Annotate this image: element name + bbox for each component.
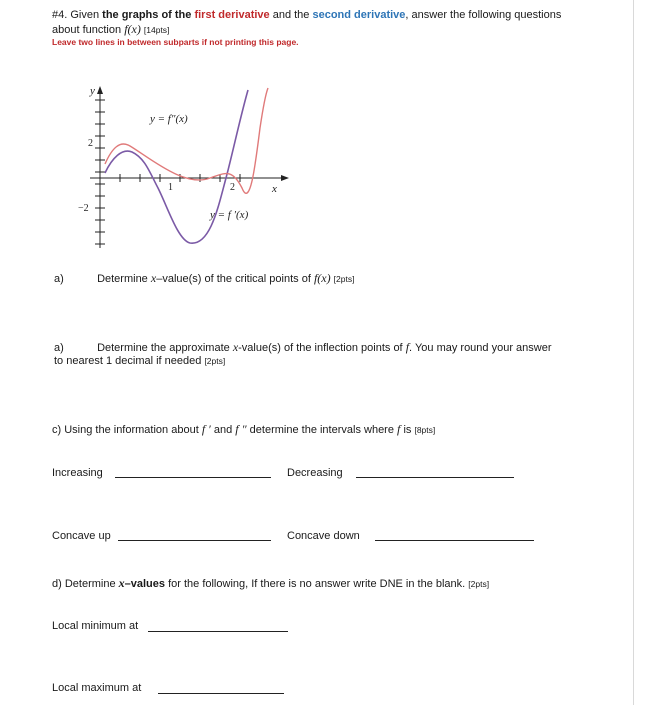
x-tick-1: 1: [168, 182, 173, 193]
decreasing-blank[interactable]: [356, 477, 514, 478]
question-a2-math: x: [232, 340, 239, 354]
concave-up-label: Concave up: [52, 530, 111, 542]
question-a2-rest: -value(s) of the inflection points of: [238, 342, 403, 354]
question-a2-rest2: . You may round your answer: [409, 342, 552, 354]
second-derivative-label-graph: y = f″(x): [150, 113, 188, 125]
question-a2-func: f: [405, 340, 410, 354]
page-edge: [633, 0, 650, 705]
question-a1: [54, 271, 354, 286]
derivative-graph: [50, 78, 290, 258]
decreasing-label: Decreasing: [287, 467, 343, 479]
printing-note: Leave two lines in between subparts if not printing this page.: [52, 37, 299, 47]
header-about-function: about function: [52, 24, 122, 36]
local-minimum-blank[interactable]: [148, 631, 288, 632]
y-tick-2: 2: [88, 138, 93, 149]
question-header-line2: [52, 22, 169, 37]
concave-down-label: Concave down: [287, 530, 360, 542]
header-rest: , answer the following questions: [405, 9, 562, 21]
local-maximum-blank[interactable]: [158, 693, 284, 694]
x-tick-2: 2: [230, 182, 235, 193]
question-a2-text: Determine the approximate: [97, 342, 230, 354]
first-derivative-label-graph: y = f ′(x): [210, 209, 249, 221]
local-maximum-label: Local maximum at: [52, 682, 142, 694]
question-number: #4. Given: [52, 9, 100, 21]
header-points: [14pts]: [143, 25, 170, 35]
first-derivative-label: first derivative: [194, 9, 270, 21]
question-a1-label: a): [54, 273, 64, 285]
question-c-f2: f ″: [235, 422, 247, 436]
question-c-points: [8pts]: [414, 425, 436, 435]
question-d: [52, 576, 489, 591]
question-a1-func: f(x): [313, 271, 331, 285]
question-c-f1: f ′: [201, 422, 211, 436]
question-a1-math: x: [150, 271, 157, 285]
increasing-blank[interactable]: [115, 477, 271, 478]
concave-up-blank[interactable]: [118, 540, 271, 541]
question-header: [52, 8, 561, 22]
question-d-points: [2pts]: [468, 579, 490, 589]
y-axis-label: y: [90, 85, 95, 97]
y-axis-arrow: [97, 86, 103, 94]
question-a2-points: [2pts]: [204, 356, 226, 366]
header-function: f(x): [124, 22, 141, 36]
question-a1-text: Determine: [97, 273, 148, 285]
increasing-label: Increasing: [52, 467, 103, 479]
question-d-math: x: [118, 576, 125, 590]
question-c-rest: determine the intervals where: [249, 424, 394, 436]
question-a2: [54, 340, 552, 355]
header-and-the: and the: [272, 9, 310, 21]
question-c: [52, 422, 435, 437]
x-axis-label: x: [272, 183, 277, 195]
x-axis-arrow: [281, 175, 289, 181]
question-d-rest: for the following, If there is no answer write DNE in the blank.: [168, 578, 466, 590]
question-c-and: and: [213, 424, 233, 436]
question-a1-rest: –value(s) of the critical points of: [156, 273, 311, 285]
question-c-is: is: [403, 424, 412, 436]
question-d-values: –values: [124, 578, 166, 590]
second-derivative-label: second derivative: [312, 9, 406, 21]
question-a2-line2: [54, 354, 225, 368]
y-tick-neg2: −2: [78, 203, 89, 214]
question-d-prefix: d) Determine: [52, 578, 116, 590]
question-c-text: c) Using the information about: [52, 424, 199, 436]
concave-down-blank[interactable]: [375, 540, 534, 541]
question-c-f: f: [397, 422, 401, 436]
question-a1-points: [2pts]: [333, 274, 355, 284]
header-graphs-of: the graphs of the: [102, 9, 192, 21]
question-a2-label: a): [54, 342, 64, 354]
question-a2-line2-text: to nearest 1 decimal if needed: [54, 355, 202, 367]
local-minimum-label: Local minimum at: [52, 620, 139, 632]
